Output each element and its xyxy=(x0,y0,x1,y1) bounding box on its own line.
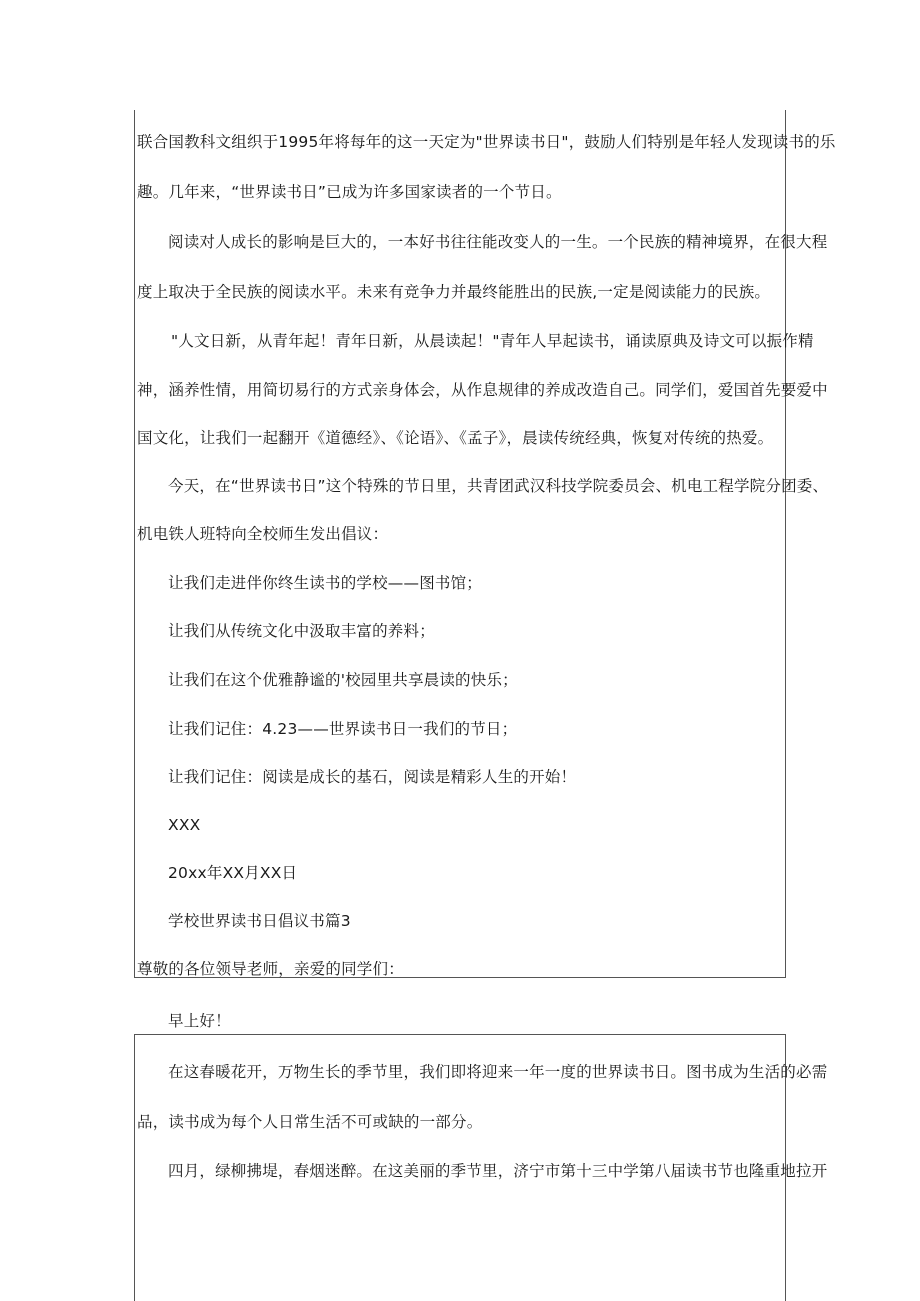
date: 20xx年XX月XX日 xyxy=(168,864,298,882)
proposal-line: 让我们记住：4.23——世界读书日一我们的节日； xyxy=(168,720,518,738)
paragraph-line: 在这春暖花开，万物生长的季节里，我们即将迎来一年一度的世界读书日。图书成为生活的必需 xyxy=(168,1063,828,1081)
paragraph-line: 联合国教科文组织于1995年将每年的这一天定为"世界读书日"，鼓励人们特别是年轻人发现读书的乐 xyxy=(137,133,836,151)
paragraph-line: 神，涵养性情，用简切易行的方式亲身体会，从作息规律的养成改造自己。同学们，爱国首先要爱中 xyxy=(137,381,828,399)
proposal-line: 让我们在这个优雅静谧的'校园里共享晨读的快乐； xyxy=(168,671,518,689)
paragraph-line: 今天，在“世界读书日”这个特殊的节日里，共青团武汉科技学院委员会、机电工程学院分团委、 xyxy=(168,477,829,495)
proposal-line: 让我们走进伴你终生读书的学校——图书馆； xyxy=(168,574,483,592)
section-title: 学校世界读书日倡议书篇3 xyxy=(168,912,351,930)
signature: XXX xyxy=(168,816,201,834)
paragraph-line: 机电铁人班特向全校师生发出倡议： xyxy=(137,525,389,543)
paragraph-line: 度上取决于全民族的阅读水平。未来有竞争力并最终能胜出的民族,一定是阅读能力的民族。 xyxy=(137,283,771,301)
salutation: 尊敬的各位领导老师，亲爱的同学们： xyxy=(137,960,404,978)
paragraph-line: 品，读书成为每个人日常生活不可或缺的一部分。 xyxy=(137,1113,483,1131)
proposal-line: 让我们记住：阅读是成长的基石，阅读是精彩人生的开始！ xyxy=(168,768,577,786)
paragraph-line: 四月，绿柳拂堤，春烟迷醉。在这美丽的季节里，济宁市第十三中学第八届读书节也隆重地拉开 xyxy=(168,1162,828,1180)
proposal-line: 让我们从传统文化中汲取丰富的养料； xyxy=(168,622,435,640)
greeting: 早上好！ xyxy=(168,1012,231,1030)
paragraph-line: 国文化，让我们一起翻开《道德经》、《论语》、《孟子》，晨读传统经典，恢复对传统的热爱。 xyxy=(137,429,774,447)
paragraph-line: 阅读对人成长的影响是巨大的，一本好书往往能改变人的一生。一个民族的精神境界，在很大程 xyxy=(168,233,828,251)
paragraph-line: "人文日新，从青年起！青年日新，从晨读起！"青年人早起读书，诵读原典及诗文可以振作精 xyxy=(171,332,814,350)
paragraph-line: 趣。几年来，“世界读书日”已成为许多国家读者的一个节日。 xyxy=(137,183,562,201)
